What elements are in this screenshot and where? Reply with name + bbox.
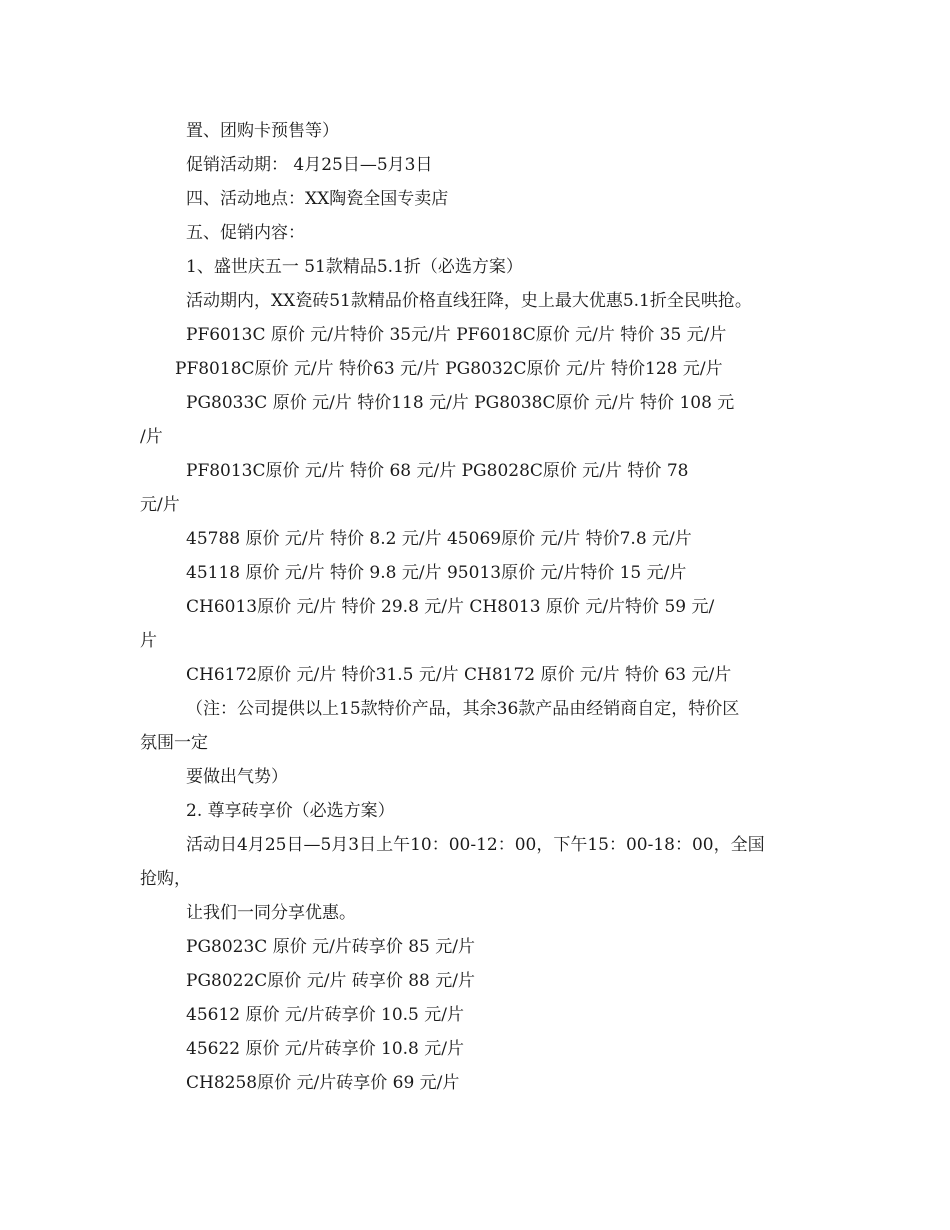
- document-body: [140, 114, 812, 1100]
- text-line: 置、团购卡预售等）: [186, 121, 339, 141]
- text-line: 45612 原价 元/片砖享价 10.5 元/片: [186, 1005, 465, 1025]
- text-line: 抢购，: [140, 869, 191, 889]
- text-line: 45118 原价 元/片 特价 9.8 元/片 95013原价 元/片特价 15 元/片: [186, 563, 687, 583]
- text-line: 四、活动地点：XX陶瓷全国专卖店: [186, 189, 449, 209]
- text-line: PG8022C原价 元/片 砖享价 88 元/片: [186, 971, 475, 991]
- text-line: 氛围一定: [140, 733, 208, 753]
- text-line: CH8258原价 元/片砖享价 69 元/片: [186, 1073, 460, 1093]
- text-line: 促销活动期： 4月25日—5月3日: [186, 155, 433, 175]
- text-line: PF8013C原价 元/片 特价 68 元/片 PG8028C原价 元/片 特价 78: [186, 461, 689, 481]
- text-line: 活动日4月25日—5月3日上午10：00-12：00，下午15：00-18：00，全国: [186, 835, 765, 855]
- text-line: /片: [140, 427, 163, 447]
- text-line: 1、盛世庆五一 51款精品5.1折（必选方案）: [186, 257, 523, 277]
- text-line: 45788 原价 元/片 特价 8.2 元/片 45069原价 元/片 特价7.8 元/片: [186, 529, 692, 549]
- text-line: PF8018C原价 元/片 特价63 元/片 PG8032C原价 元/片 特价128 元/片: [175, 359, 723, 379]
- text-line: 活动期内，XX瓷砖51款精品价格直线狂降，史上最大优惠5.1折全民哄抢。: [186, 291, 752, 311]
- text-line: 45622 原价 元/片砖享价 10.8 元/片: [186, 1039, 465, 1059]
- text-line: CH6172原价 元/片 特价31.5 元/片 CH8172 原价 元/片 特价 63 元/片: [186, 665, 732, 685]
- text-line: 要做出气势）: [186, 767, 288, 787]
- text-line: 元/片: [140, 495, 180, 515]
- text-line: CH6013原价 元/片 特价 29.8 元/片 CH8013 原价 元/片特价 59 元/: [186, 597, 715, 617]
- text-line: （注：公司提供以上15款特价产品，其余36款产品由经销商自定，特价区: [186, 699, 740, 719]
- text-line: 让我们一同分享优惠。: [186, 903, 356, 923]
- text-line: PG8033C 原价 元/片 特价118 元/片 PG8038C原价 元/片 特价 108 元: [186, 393, 735, 413]
- text-line: 2. 尊享砖享价（必选方案）: [186, 801, 395, 821]
- text-line: PF6013C 原价 元/片特价 35元/片 PF6018C原价 元/片 特价 35 元/片: [186, 325, 727, 345]
- text-line: 片: [140, 631, 157, 651]
- text-line: PG8023C 原价 元/片砖享价 85 元/片: [186, 937, 475, 957]
- text-line: 五、促销内容：: [186, 223, 305, 243]
